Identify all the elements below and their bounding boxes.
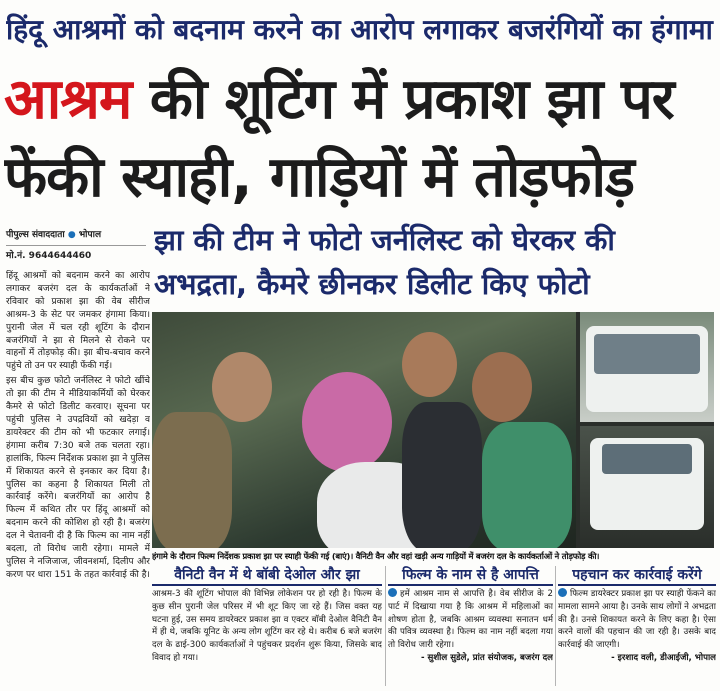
broken-van-photo xyxy=(580,312,714,422)
byline-agency: पीपुल्स संवाददाता xyxy=(6,230,65,240)
byline xyxy=(6,228,146,263)
column-divider xyxy=(555,566,556,686)
column-divider xyxy=(385,566,386,686)
main-story xyxy=(6,270,150,688)
story-paragraph-2: इस बीच कुछ फोटो जर्नलिस्ट ने फोटो खींचे तो झा की टीम ने मीडियाकर्मियों को घेरकर कैमरे से फोटो डिलीट करवाए। सूचना पर पहुंची पुलिस ने उपद्रवियों को खदेड़ा व डायरेक्टर की टीम को भी फटकार लगाई। हंगामा करीब 7:30 बजे तक चलता रहा। हालांकि, फिल्म निर्देशक प्रकाश झा ने पुलिस में शिकायत करने से इनकार कर दिया है। पुलिस का कहना है शिकायत मिली तो कार्रवाई करेंगे। बजरंगियों का आरोप है फिल्म में कथित तौर पर हिंदू आश्रमों को बदनाम करने की कोशिश हो रही है। बजरंग दल ने चेतावनी दी है कि फिल्म का नाम नहीं बदला, तो विरोध जारी रहेगा। मामले में पुलिस ने नजिजाज, जीवनशर्मा, दिलीप और करण पर धारा 151 के तहत कार्रवाई की है। xyxy=(6,376,150,580)
subheadline xyxy=(154,218,716,308)
subheadline-line-1: झा की टीम ने फोटो जर्नलिस्ट को घेरकर की xyxy=(154,223,615,257)
face-shape xyxy=(472,352,532,422)
face-shape xyxy=(212,352,272,422)
face-shape xyxy=(402,332,457,397)
side-story-title: वैनिटी वैन में थे बॉबी देओल और झा xyxy=(152,566,382,586)
damaged-car-photo xyxy=(580,426,714,548)
side-story-body xyxy=(558,588,716,652)
headline-highlight: आश्रम xyxy=(4,67,132,132)
subheadline-line-2: अभद्रता, कैमरे छीनकर डिलीट किए फोटो xyxy=(154,267,590,301)
photo-caption: हंगामे के दौरान फिल्म निर्देशक प्रकाश झा पर स्याही फेंकी गई (बाएं)। वैनिटी वैन और वहां खड़ी अन्य गाड़ियों में बजरंग दल के कार्यकर्ताओं ने तोड़फोड़ की। xyxy=(152,551,600,561)
quote-bullet-icon xyxy=(558,588,567,597)
khaki-uniform-shape xyxy=(152,412,232,548)
quote-bullet-icon xyxy=(388,588,397,597)
story-paragraph-1: हिंदू आश्रमों को बदनाम करने का आरोप लगाकर बजरंग दल के कार्यकर्ताओं ने रविवार को प्रकाश झा की वेब सीरीज आश्रम-3 के सेट पर जमकर हंगामा किया। पुरानी जेल में चल रही शूटिंग के दौरान बजरंगियों ने झा से मिलने से रोकने पर वाहनों में तोड़फोड़ की। झा बीच-बचाव करने पहुंचे तो उन पर स्याही फेंकी गई। xyxy=(6,271,150,372)
quote-text: हमें आश्रम नाम से आपत्ति है। वेब सीरीज के 2 पार्ट में दिखाया गया है कि आश्रम में महिलाओं का शोषण होता है, जबकि आश्रम व्यवस्था सनातन धर्म की पवित्र व्यवस्था है। फिल्म का नाम नहीं बदला गया तो विरोध जारी रहेगा। xyxy=(388,589,553,651)
kicker-headline: हिंदू आश्रमों को बदनाम करने का आरोप लगाकर बजरंगियों का हंगामा xyxy=(6,13,713,46)
quote-attribution: - सुशील सुडेले, प्रांत संयोजक, बजरंग दल xyxy=(420,652,553,663)
side-story-body xyxy=(388,588,553,652)
byline-phone: मो.नं. 9644644460 xyxy=(6,245,146,263)
cracked-glass-shape xyxy=(594,334,700,374)
green-shirt-shape xyxy=(482,422,572,548)
windshield-shape xyxy=(602,444,692,474)
side-story-title: पहचान कर कार्रवाई करेंगे xyxy=(558,566,716,586)
dark-uniform-shape xyxy=(402,402,482,548)
headline-line-1 xyxy=(4,60,716,140)
side-story-title: फिल्म के नाम से है आपत्ति xyxy=(388,566,553,586)
ink-face-shape xyxy=(302,372,392,472)
byline-place: भोपाल xyxy=(78,230,102,240)
headline-line-2: फेंकी स्याही, गाड़ियों में तोड़फोड़ xyxy=(4,145,634,210)
side-story-body: आश्रम-3 की शूटिंग भोपाल की विभिन्न लोकेशन पर हो रही है। फिल्म के कुछ सीन पुरानी जेल परिसर में भी शूट किए जा रहे हैं। जिस वक्त यह घटना हुई, उस समय डायरेक्टर प्रकाश झा व एक्टर बॉबी देओल वैनिटी वैन में ही थे, जबकि यूनिट के अन्य लोग शूटिंग कर रहे थे। करीब 6 बजे बजरंग दल के ढाई-300 कार्यकर्ताओं ने पहुंचकर प्रदर्शन शुरू किया, जिसके बाद विवाद हो गया। xyxy=(152,589,382,663)
quote-text: फिल्म डायरेक्टर प्रकाश झा पर स्याही फेंकने का मामला सामने आया है। उनके साथ लोगों ने अभद्रता की है। उनसे शिकायत करने के लिए कहा है। ऐसा करने वालों की पहचान की जा रही है। उसके बाद कार्रवाई की जाएगी। xyxy=(558,589,716,651)
crowd-photo xyxy=(152,312,576,548)
bullet-dot-icon: ● xyxy=(67,230,76,240)
headline-line-1-rest: की शूटिंग में प्रकाश झा पर xyxy=(131,67,674,132)
side-story-action xyxy=(558,566,716,690)
side-story-vanity-van xyxy=(152,566,382,690)
photo-block xyxy=(152,312,714,548)
side-story-objection xyxy=(388,566,553,690)
quote-attribution: - इरशाद वली, डीआईजी, भोपाल xyxy=(611,652,716,663)
